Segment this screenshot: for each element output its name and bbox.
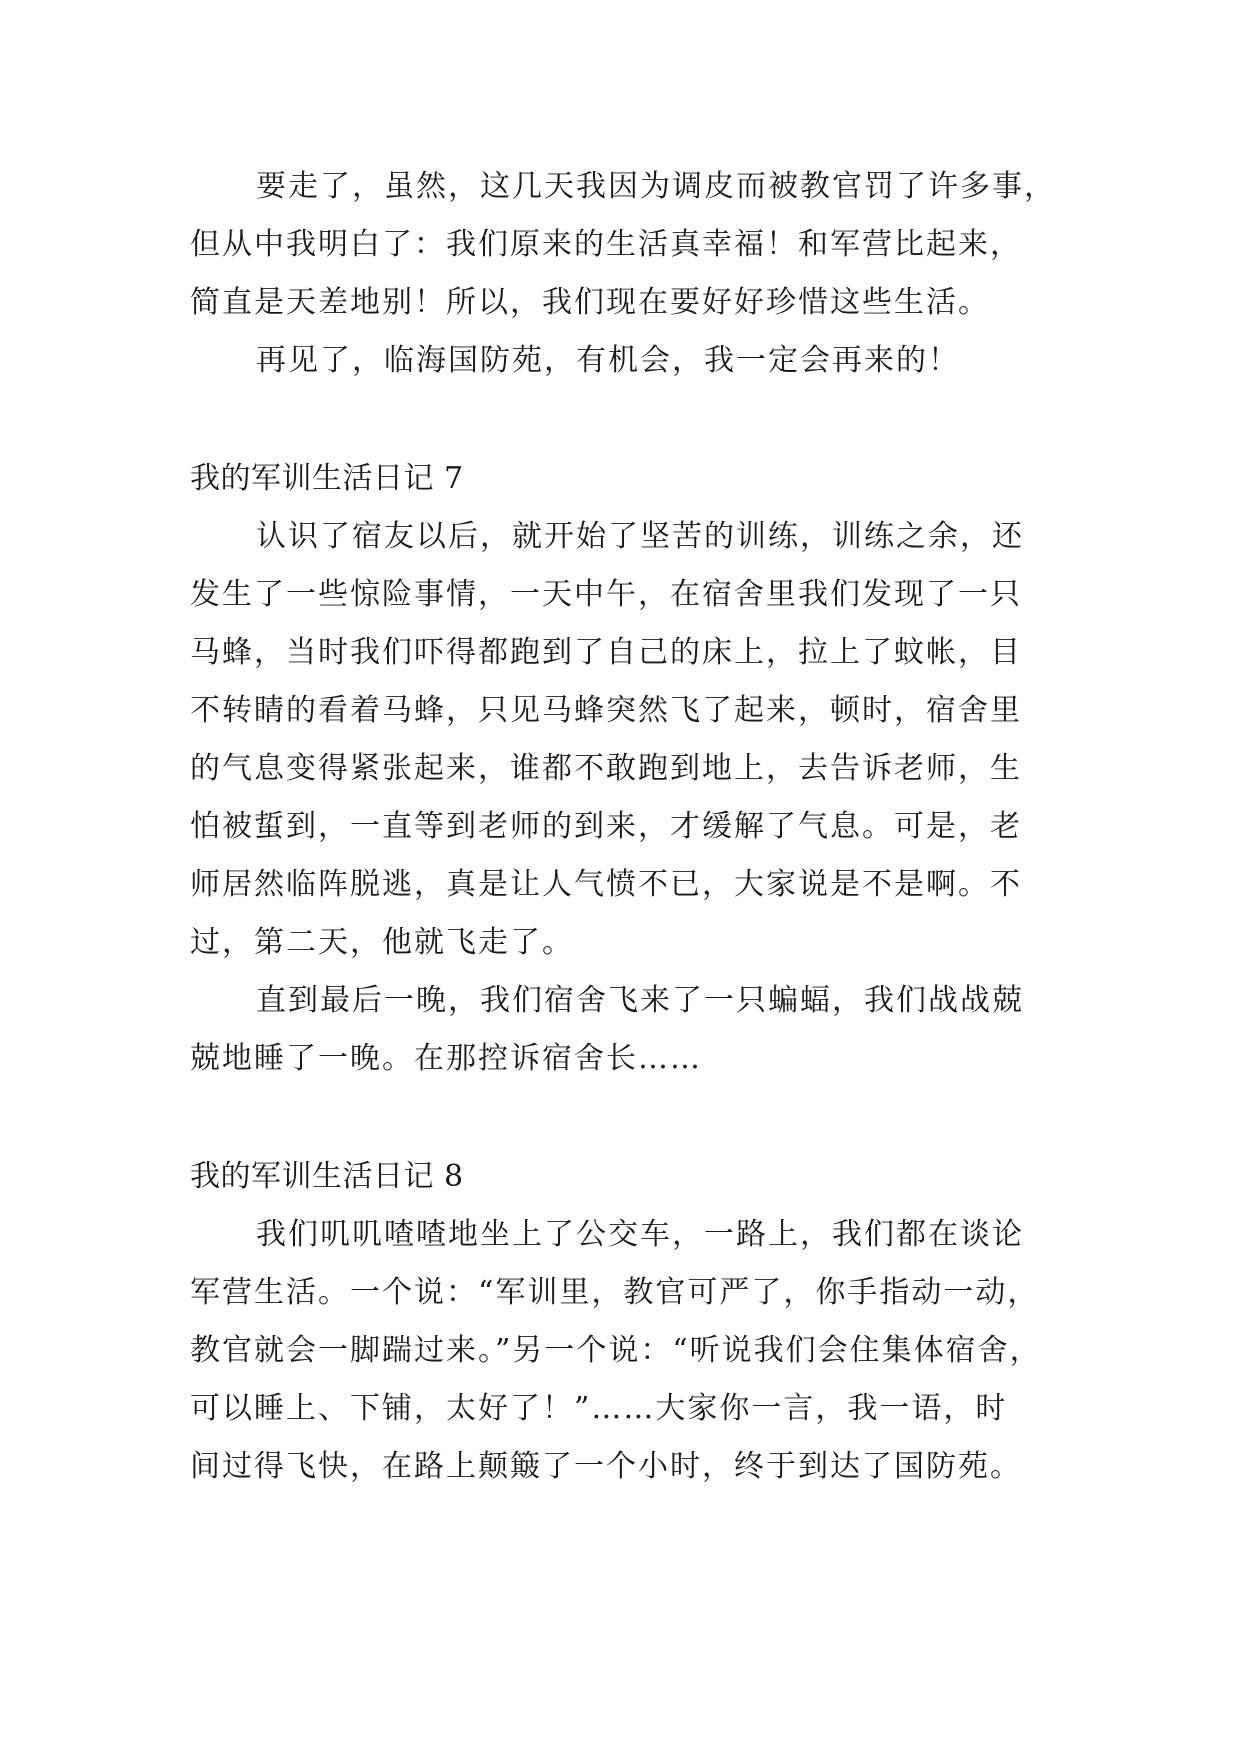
text-line: 军营生活。一个说：“军训里，教官可严了，你手指动一动， xyxy=(190,1275,1040,1310)
text-line: 要走了，虽然，这几天我因为调皮而被教官罚了许多事， xyxy=(256,169,1056,204)
section-title: 我的军训生活日记 7 xyxy=(190,461,464,496)
section-title: 我的军训生活日记 8 xyxy=(190,1159,464,1194)
text-line: 怕被蜇到，一直等到老师的到来，才缓解了气息。可是，老 xyxy=(190,809,1022,844)
section-spacer xyxy=(190,390,1070,450)
text-line: 认识了宿友以后，就开始了坚苦的训练，训练之余，还 xyxy=(256,519,1024,554)
text-line: 马蜂，当时我们吓得都跑到了自己的床上，拉上了蚊帐，目 xyxy=(190,635,1022,670)
text-line: 我们叽叽喳喳地坐上了公交车，一路上，我们都在谈论 xyxy=(256,1217,1024,1252)
section-diary-8 xyxy=(190,1148,1070,1496)
text-line: 直到最后一晚，我们宿舍飞来了一只蝙蝠，我们战战兢 xyxy=(256,983,1024,1018)
text-line: 发生了一些惊险事情，一天中午，在宿舍里我们发现了一只 xyxy=(190,577,1022,612)
text-line: 简直是天差地别！所以，我们现在要好好珍惜这些生活。 xyxy=(190,285,990,320)
text-line: 间过得飞快，在路上颠簸了一个小时，终于到达了国防苑。 xyxy=(190,1449,1022,1484)
text-line: 师居然临阵脱逃，真是让人气愤不已，大家说是不是啊。不 xyxy=(190,867,1022,902)
paragraph xyxy=(190,158,1070,332)
text-line: 再见了，临海国防苑，有机会，我一定会再来的！ xyxy=(256,343,960,378)
text-line: 不转睛的看着马蜂，只见马蜂突然飞了起来，顿时，宿舍里 xyxy=(190,693,1022,728)
text-line: 但从中我明白了：我们原来的生活真幸福！和军营比起来， xyxy=(190,227,1022,262)
paragraph xyxy=(190,972,1070,1088)
text-line: 兢地睡了一晚。在那控诉宿舍长…… xyxy=(190,1041,702,1076)
section-spacer xyxy=(190,1088,1070,1148)
document-page xyxy=(190,158,1070,1496)
paragraph xyxy=(190,1206,1070,1496)
paragraph xyxy=(190,508,1070,972)
text-line: 过，第二天，他就飞走了。 xyxy=(190,925,574,960)
text-line: 可以睡上、下铺，太好了！”……大家你一言，我一语，时 xyxy=(190,1391,1008,1426)
section-prev xyxy=(190,158,1070,390)
text-line: 的气息变得紧张起来，谁都不敢跑到地上，去告诉老师，生 xyxy=(190,751,1022,786)
paragraph xyxy=(190,332,1070,390)
text-line: 教官就会一脚踹过来。”另一个说：“听说我们会住集体宿舍， xyxy=(190,1333,1042,1368)
section-diary-7 xyxy=(190,450,1070,1088)
